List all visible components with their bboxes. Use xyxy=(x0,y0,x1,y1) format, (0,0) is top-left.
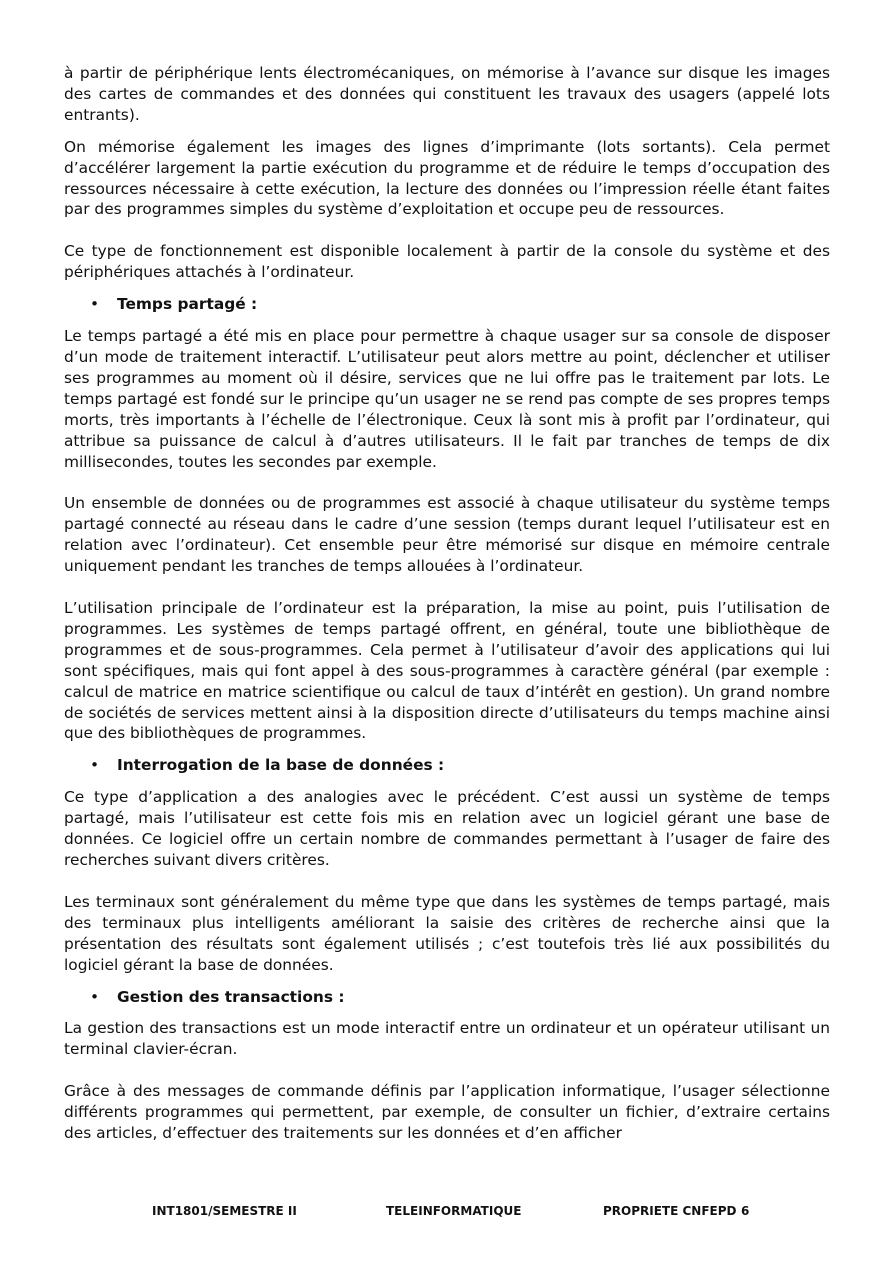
section-heading-label: Interrogation de la base de données : xyxy=(117,756,445,775)
footer-owner: PROPRIETE CNFEPD xyxy=(603,1204,737,1218)
paragraph: Le temps partagé a été mis en place pour permettre à chaque usager sur sa console de disposer d’un mode de traitement interactif. L’utilisateur peut alors mettre au point, déclencher et utiliser ses programmes au moment où il désire, services que ne lui offre pas le traitement par lots. Le temps partagé est fondé sur le principe qu’un usager ne se rend pas compte de ses propres temps morts, très importants à l’échelle de l’électronique. Ceux là sont mis à profit par l’ordinateur, qui attribue sa puissance de calcul à d’autres utilisateurs. Il le fait par tranches de temps de dix millisecondes, toutes les secondes par exemple. xyxy=(64,327,830,471)
bullet-icon: • xyxy=(90,987,100,1006)
paragraph: Un ensemble de données ou de programmes est associé à chaque utilisateur du système temps partagé connecté au réseau dans le cadre d’une session (temps durant lequel l’utilisateur est en relation avec l’ordinateur). Cet ensemble peur être mémorisé sur disque en mémoire centrale uniquement pendant les tranches de temps allouées à l’ordinateur. xyxy=(64,494,830,576)
paragraph: Ce type de fonctionnement est disponible localement à partir de la console du système et des périphériques attachés à l’ordinateur. xyxy=(64,242,830,282)
paragraph: à partir de périphérique lents électromécaniques, on mémorise à l’avance sur disque les images des cartes de commandes et des données qui constituent les travaux des usagers (appelé lots entrants). xyxy=(64,64,830,124)
footer-page-number: 6 xyxy=(741,1204,750,1218)
bullet-icon: • xyxy=(90,756,100,775)
footer-subject: TELEINFORMATIQUE xyxy=(386,1204,522,1218)
page-footer xyxy=(0,1204,893,1224)
paragraph: L’utilisation principale de l’ordinateur est la préparation, la mise au point, puis l’utilisation de programmes. Les systèmes de temps partagé offrent, en général, toute une bibliothèque de programmes et de sous-programmes. Cela permet à l’utilisateur d’avoir des applications qui lui sont spécifiques, mais qui font appel à des sous-programmes à caractère général (par exemple : calcul de matrice en matrice scientifique ou calcul de taux d’intérêt en gestion). Un grand nombre de sociétés de services mettent ainsi à la disposition directe d’utilisateurs du temps machine ainsi que des bibliothèques de programmes. xyxy=(64,599,830,743)
footer-course-code: INT1801/SEMESTRE II xyxy=(152,1204,297,1218)
paragraph: Grâce à des messages de commande définis par l’application informatique, l’usager sélectionne différents programmes qui permettent, par exemple, de consulter un fichier, d’extraire certains des articles, d’effectuer des traitements sur les données et d’en afficher xyxy=(64,1082,830,1143)
section-heading-temps-partage xyxy=(64,294,830,315)
section-heading-label: Temps partagé : xyxy=(117,295,258,314)
document-body xyxy=(64,63,830,1144)
paragraph: Ce type d’application a des analogies avec le précédent. C’est aussi un système de temps partagé, mais l’utilisateur est cette fois mis en relation avec un logiciel gérant une base de données. Ce logiciel offre un certain nombre de commandes permettant à l’usager de faire des recherches suivant divers critères. xyxy=(64,788,830,869)
paragraph: On mémorise également les images des lignes d’imprimante (lots sortants). Cela permet d’accélérer largement la partie exécution du programme et de réduire le temps d’occupation des ressources nécessaire à cette exécution, la lecture des données ou l’impression réelle étant faites par des programmes simples du système d’exploitation et occupe peu de ressources. xyxy=(64,137,830,219)
section-heading-transactions xyxy=(64,987,830,1008)
section-heading-label: Gestion des transactions : xyxy=(117,987,345,1006)
paragraph: Les terminaux sont généralement du même type que dans les systèmes de temps partagé, mais des terminaux plus intelligents améliorant la saisie des critères de recherche ainsi que la présentation des résultats sont également utilisés ; c’est toutefois très lié aux possibilités du logiciel gérant la base de données. xyxy=(64,892,830,974)
section-heading-interrogation xyxy=(64,755,830,776)
paragraph: La gestion des transactions est un mode interactif entre un ordinateur et un opérateur utilisant un terminal clavier-écran. xyxy=(64,1019,830,1059)
bullet-icon: • xyxy=(90,295,100,314)
